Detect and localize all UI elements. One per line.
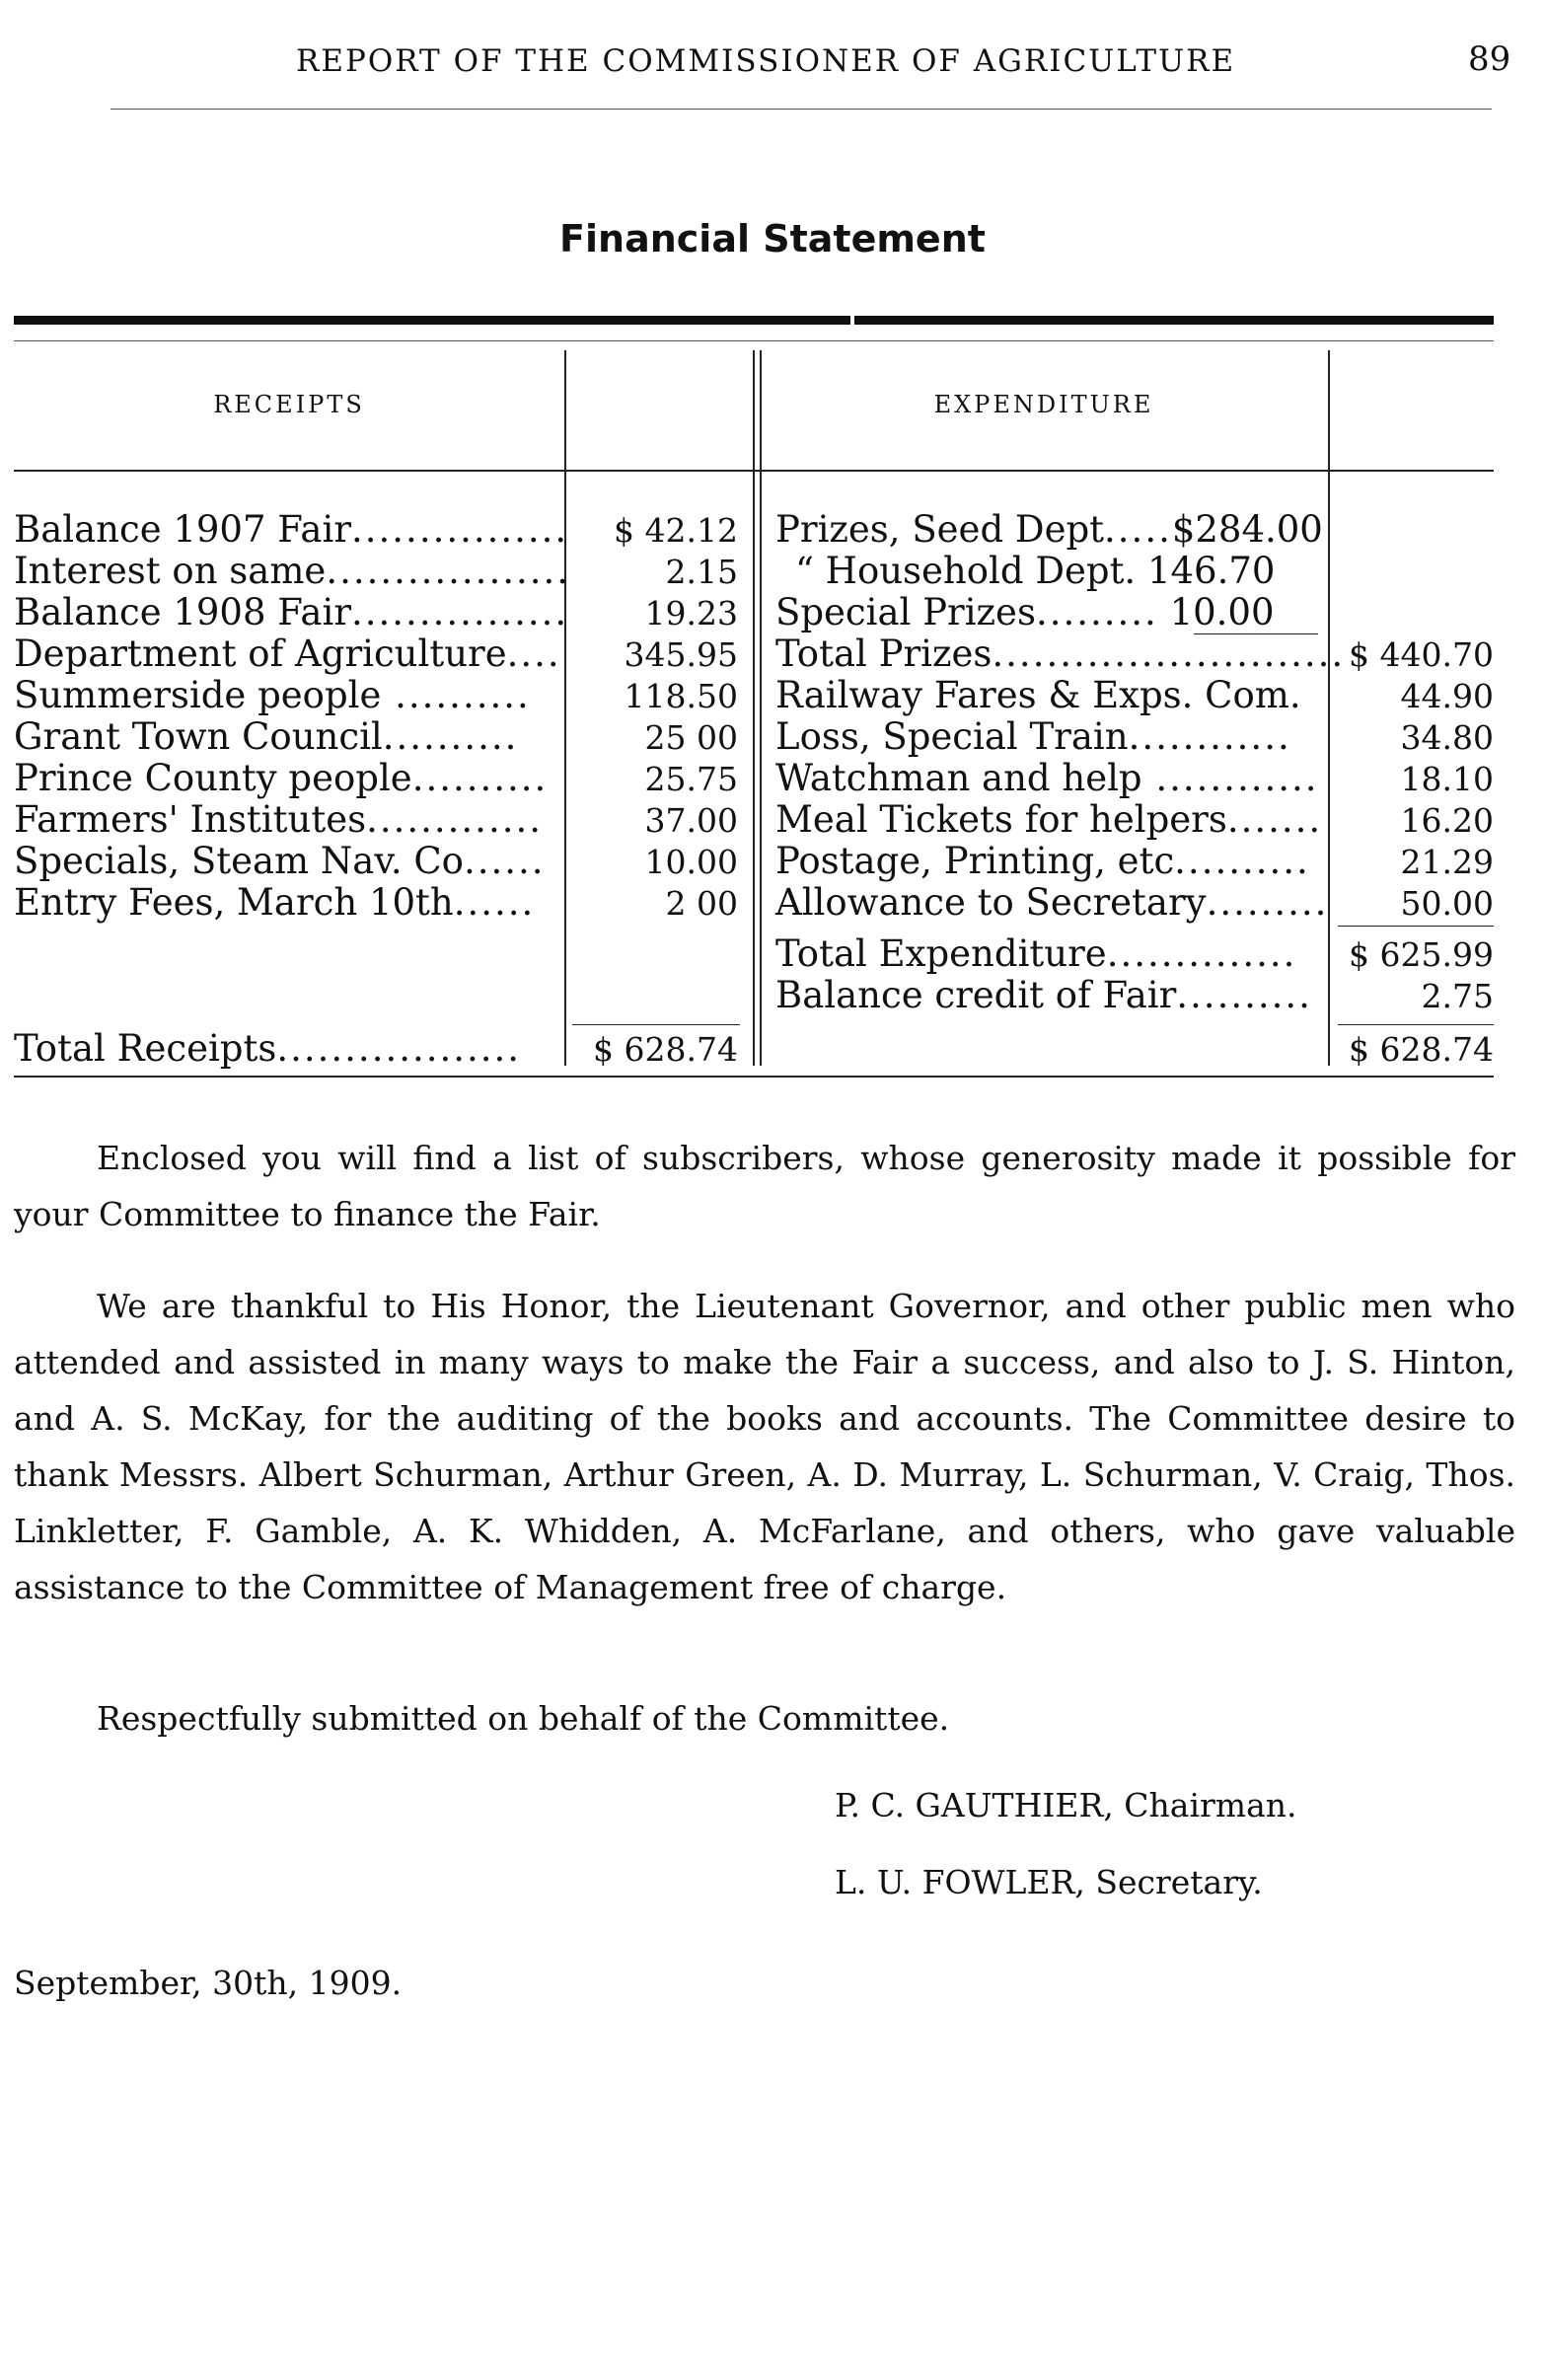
- receipt-amount: 37.00: [644, 801, 738, 840]
- receipt-amount: 25.75: [644, 760, 738, 798]
- expenditure-amount-divider: [1328, 350, 1330, 1066]
- receipt-label: Prince County people..........: [14, 757, 549, 799]
- expenditure-amount: $ 625.99: [1349, 935, 1494, 974]
- receipt-label: Farmers' Institutes.............: [14, 798, 543, 841]
- paragraph-subscribers: Enclosed you will find a list of subscribers, whose generosity made it possible for your Committee to finance the Fair.: [14, 1139, 1515, 1233]
- total-receipts-label: Total Receipts..................: [14, 1027, 522, 1070]
- expenditure-grand-total: $ 628.74: [1349, 1030, 1494, 1069]
- receipt-label: Grant Town Council..........: [14, 715, 519, 758]
- signature-chairman: P. C. GAUTHIER, Chairman.: [835, 1786, 1297, 1824]
- receipts-total-rule: [572, 1024, 740, 1025]
- expenditure-label: Postage, Printing, etc..........: [775, 840, 1310, 882]
- date-line: September, 30th, 1909.: [14, 1964, 403, 2002]
- receipt-label: Interest on same..................: [14, 550, 571, 592]
- prize-line: “ Household Dept. 146.70: [795, 550, 1276, 592]
- receipt-label: Specials, Steam Nav. Co......: [14, 840, 546, 882]
- expenditure-amount: 50.00: [1400, 884, 1494, 923]
- prize-line: Special Prizes......... 10.00: [775, 591, 1275, 633]
- table-top-rule-right: [854, 316, 1494, 325]
- receipt-label: Entry Fees, March 10th......: [14, 881, 536, 924]
- expenditure-amount: 16.20: [1400, 801, 1494, 840]
- expenditure-label: Balance credit of Fair..........: [775, 974, 1312, 1016]
- table-thin-rule: [14, 340, 1494, 341]
- receipts-amount-divider: [564, 350, 566, 1066]
- expenditure-label: Meal Tickets for helpers.......: [775, 798, 1323, 841]
- receipt-label: Balance 1907 Fair................: [14, 508, 569, 551]
- expenditure-subtotal-rule: [1338, 926, 1494, 927]
- running-header: REPORT OF THE COMMISSIONER OF AGRICULTURE: [296, 43, 1236, 79]
- receipt-amount: 345.95: [624, 635, 738, 674]
- expenditure-label: Watchman and help ............: [775, 757, 1319, 799]
- page-number: 89: [1468, 39, 1511, 79]
- table-top-rule-left: [14, 316, 850, 325]
- receipt-label: Summerside people ..........: [14, 674, 531, 716]
- receipt-label: Balance 1908 Fair................: [14, 591, 569, 633]
- expenditure-label: Total Prizes..........................: [775, 632, 1346, 675]
- receipt-label: Department of Agriculture....: [14, 632, 561, 675]
- prize-line: Prizes, Seed Dept.....$284.00: [775, 508, 1323, 551]
- expenditure-label: Railway Fares & Exps. Com.: [775, 674, 1301, 716]
- expenditure-amount: $ 440.70: [1349, 635, 1494, 674]
- total-receipts-amount: $ 628.74: [593, 1030, 738, 1069]
- receipt-amount: 25 00: [644, 718, 738, 757]
- expenditure-label: Loss, Special Train............: [775, 715, 1291, 758]
- expenditure-label: Allowance to Secretary.........: [775, 881, 1329, 924]
- center-divider-1: [753, 350, 755, 1066]
- expenditure-amount: 34.80: [1400, 718, 1494, 757]
- receipt-amount: 2 00: [665, 884, 738, 923]
- signature-secretary: L. U. FOWLER, Secretary.: [835, 1863, 1263, 1901]
- receipt-amount: $ 42.12: [614, 511, 738, 550]
- expenditure-total-rule: [1338, 1024, 1494, 1025]
- expenditure-amount: 44.90: [1400, 677, 1494, 715]
- receipt-amount: 118.50: [624, 677, 738, 715]
- expenditure-amount: 18.10: [1400, 760, 1494, 798]
- header-rule: [110, 109, 1492, 110]
- page-title: Financial Statement: [559, 217, 986, 260]
- expenditure-heading: EXPENDITURE: [933, 391, 1154, 418]
- center-divider-2: [760, 350, 762, 1066]
- expenditure-amount: 21.29: [1400, 843, 1494, 881]
- expenditure-amount: 2.75: [1421, 977, 1494, 1015]
- receipts-heading: RECEIPTS: [213, 391, 365, 418]
- table-bottom-rule: [14, 1076, 1494, 1078]
- paragraph-submitted: Respectfully submitted on behalf of the Committee.: [97, 1699, 950, 1738]
- expenditure-label: Total Expenditure..............: [775, 932, 1297, 975]
- paragraph-thanks: We are thankful to His Honor, the Lieutenant Governor, and other public men who attended and assisted in many ways to make the Fair a success, and also to J. S. Hinton, and A. S. McKay, for the auditing of the books and accounts. The Committee desire to thank Messrs. Albert Schurman, Arthur Green, A. D. Murray, L. Schurman, V. Craig, Thos. Linkletter, F. Gamble, A. K. Whidden, A. McFarlane, and others, who gave valuable assistance to the Committee of Management free of charge.: [14, 1287, 1515, 1606]
- receipt-amount: 10.00: [644, 843, 738, 881]
- receipt-amount: 2.15: [665, 553, 738, 591]
- receipt-amount: 19.23: [644, 594, 738, 632]
